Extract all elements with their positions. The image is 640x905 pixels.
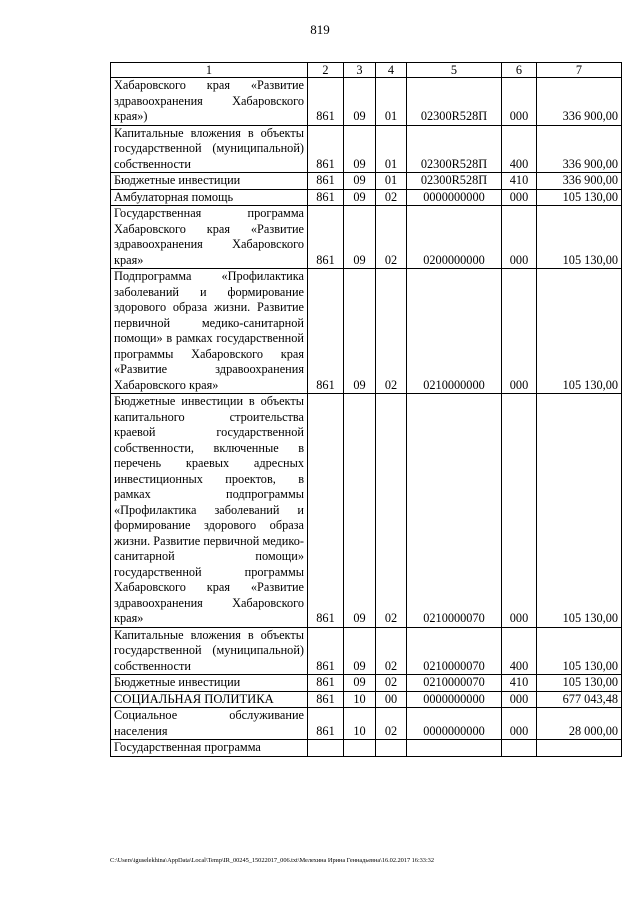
row-amount: 28 000,00: [537, 708, 622, 740]
row-ministry-code: 861: [308, 189, 344, 206]
row-expense-type: 000: [502, 206, 537, 269]
col-header-7: 7: [537, 63, 622, 78]
row-target-article: 0000000000: [407, 708, 502, 740]
table-row: [111, 691, 622, 708]
table-row: [111, 708, 622, 740]
row-name: Капитальные вложения в объекты государственной (муниципальной) собственности: [111, 125, 308, 173]
row-section-code: 09: [344, 269, 376, 394]
row-target-article: [407, 740, 502, 757]
row-expense-type: 000: [502, 78, 537, 126]
table-row: [111, 78, 622, 126]
row-target-article: 02300R528П: [407, 125, 502, 173]
row-subsection-code: 02: [376, 627, 407, 675]
row-target-article: 0000000000: [407, 189, 502, 206]
row-subsection-code: 02: [376, 708, 407, 740]
row-section-code: 09: [344, 189, 376, 206]
row-subsection-code: 00: [376, 691, 407, 708]
row-name: Государственная программа Хабаровского края «Развитие здравоохранения Хабаровского края»: [111, 206, 308, 269]
col-header-4: 4: [376, 63, 407, 78]
row-section-code: [344, 740, 376, 757]
row-name: Капитальные вложения в объекты государственной (муниципальной) собственности: [111, 627, 308, 675]
page-number: 819: [310, 22, 330, 37]
row-target-article: 0210000070: [407, 675, 502, 692]
row-subsection-code: 02: [376, 394, 407, 628]
col-header-2: 2: [308, 63, 344, 78]
row-target-article: 0210000070: [407, 394, 502, 628]
row-subsection-code: 02: [376, 675, 407, 692]
row-ministry-code: [308, 740, 344, 757]
row-section-code: 09: [344, 173, 376, 190]
row-section-code: 09: [344, 675, 376, 692]
table-header-row: [111, 63, 622, 78]
footer-file-path: C:\Users\iguselekhina\AppData\Local\Temp\IR_00245_15022017_006.txt\Мелехина Ирина Геннадьевна\16.02.2017 16:33:32: [110, 857, 434, 864]
row-name: Бюджетные инвестиции: [111, 675, 308, 692]
row-section-code: 09: [344, 206, 376, 269]
table-row: [111, 394, 622, 628]
row-target-article: 02300R528П: [407, 78, 502, 126]
row-subsection-code: 01: [376, 125, 407, 173]
row-target-article: 02300R528П: [407, 173, 502, 190]
row-ministry-code: 861: [308, 269, 344, 394]
budget-table: [110, 62, 622, 757]
row-target-article: 0210000070: [407, 627, 502, 675]
col-header-5: 5: [407, 63, 502, 78]
row-name: Амбулаторная помощь: [111, 189, 308, 206]
row-section-code: 09: [344, 394, 376, 628]
table-row: [111, 173, 622, 190]
row-target-article: 0200000000: [407, 206, 502, 269]
row-amount: [537, 740, 622, 757]
row-expense-type: 400: [502, 627, 537, 675]
row-expense-type: 000: [502, 269, 537, 394]
col-header-3: 3: [344, 63, 376, 78]
row-ministry-code: 861: [308, 675, 344, 692]
row-ministry-code: 861: [308, 173, 344, 190]
table-row: [111, 740, 622, 757]
row-expense-type: 000: [502, 708, 537, 740]
row-section-code: 09: [344, 627, 376, 675]
row-expense-type: 410: [502, 675, 537, 692]
row-ministry-code: 861: [308, 627, 344, 675]
row-target-article: 0000000000: [407, 691, 502, 708]
row-expense-type: 410: [502, 173, 537, 190]
row-amount: 336 900,00: [537, 78, 622, 126]
row-amount: 336 900,00: [537, 173, 622, 190]
row-section-code: 09: [344, 78, 376, 126]
row-name: Государственная программа: [111, 740, 308, 757]
table-row: [111, 627, 622, 675]
row-expense-type: 000: [502, 394, 537, 628]
row-subsection-code: 01: [376, 173, 407, 190]
row-ministry-code: 861: [308, 78, 344, 126]
row-expense-type: 000: [502, 691, 537, 708]
row-amount: 677 043,48: [537, 691, 622, 708]
row-name: Подпрограмма «Профилактика заболеваний и формирование здорового образа жизни. Развитие первичной медико-санитарной помощи» в рамках государственной программы Хабаровского края «Развитие здравоохранения Хабаровского края»: [111, 269, 308, 394]
row-amount: 105 130,00: [537, 206, 622, 269]
row-section-code: 10: [344, 708, 376, 740]
row-subsection-code: 02: [376, 206, 407, 269]
row-subsection-code: 02: [376, 269, 407, 394]
row-amount: 105 130,00: [537, 675, 622, 692]
row-amount: 336 900,00: [537, 125, 622, 173]
row-ministry-code: 861: [308, 206, 344, 269]
row-subsection-code: 02: [376, 189, 407, 206]
row-name: Бюджетные инвестиции в объекты капитального строительства краевой государственной собственности, включенные в перечень краевых адресных инвестиционных проектов, в рамках подпрограммы «Профилактика заболеваний и формирование здорового образа жизни. Развитие первичной медико-санитарной помощи» государственной программы Хабаровского края «Развитие здравоохранения Хабаровского края»: [111, 394, 308, 628]
row-amount: 105 130,00: [537, 269, 622, 394]
table-row: [111, 269, 622, 394]
row-subsection-code: 01: [376, 78, 407, 126]
row-ministry-code: 861: [308, 125, 344, 173]
row-expense-type: 400: [502, 125, 537, 173]
col-header-6: 6: [502, 63, 537, 78]
table-row: [111, 675, 622, 692]
table-row: [111, 189, 622, 206]
row-name: СОЦИАЛЬНАЯ ПОЛИТИКА: [111, 691, 308, 708]
row-subsection-code: [376, 740, 407, 757]
col-header-1: 1: [111, 63, 308, 78]
row-name: Бюджетные инвестиции: [111, 173, 308, 190]
table-row: [111, 125, 622, 173]
row-target-article: 0210000000: [407, 269, 502, 394]
row-expense-type: [502, 740, 537, 757]
row-ministry-code: 861: [308, 394, 344, 628]
row-expense-type: 000: [502, 189, 537, 206]
row-amount: 105 130,00: [537, 189, 622, 206]
table-row: [111, 206, 622, 269]
row-amount: 105 130,00: [537, 627, 622, 675]
row-section-code: 09: [344, 125, 376, 173]
row-amount: 105 130,00: [537, 394, 622, 628]
row-name: Хабаровского края «Развитие здравоохранения Хабаровского края»): [111, 78, 308, 126]
row-section-code: 10: [344, 691, 376, 708]
row-ministry-code: 861: [308, 691, 344, 708]
row-ministry-code: 861: [308, 708, 344, 740]
row-name: Социальное обслуживание населения: [111, 708, 308, 740]
